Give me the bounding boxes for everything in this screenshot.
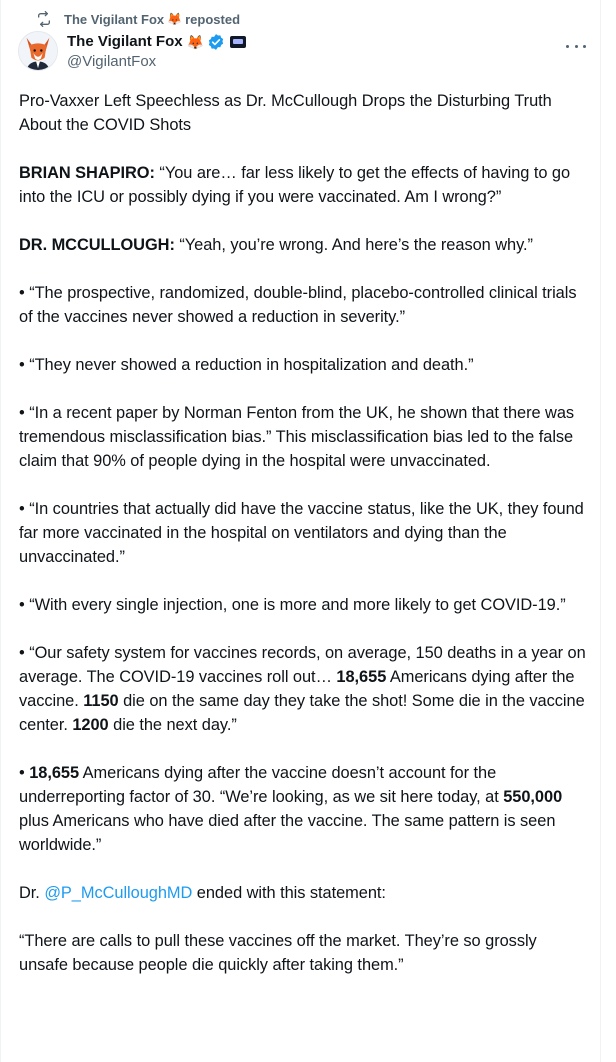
right-border xyxy=(600,0,601,1062)
author-handle[interactable]: @VigilantFox xyxy=(67,53,157,70)
quote-text: “Yeah, you’re wrong. And here’s the reason why.” xyxy=(174,236,533,254)
text-fragment: ended with this statement: xyxy=(192,884,386,902)
repost-icon xyxy=(36,11,52,27)
bullet-6 xyxy=(19,641,589,737)
repost-header[interactable] xyxy=(36,10,240,28)
bullet-2: • “They never showed a reduction in hospitalization and death.” xyxy=(19,356,474,374)
number-highlight: 18,655 xyxy=(29,764,80,782)
author-name[interactable]: The Vigilant Fox xyxy=(67,33,183,50)
number-highlight: 18,655 xyxy=(336,668,387,686)
left-border xyxy=(0,0,1,1062)
mention-link[interactable]: @P_McCulloughMD xyxy=(44,884,193,902)
affiliation-badge-icon[interactable] xyxy=(230,36,246,48)
speaker-label: DR. MCCULLOUGH: xyxy=(19,236,175,254)
bullet-3: • “In a recent paper by Norman Fenton from the UK, he shown that there was tremendous misclassification bias.” This misclassification bias led to the false claim that 90% of people dying in the hospital were unvaccinated. xyxy=(19,404,575,470)
tweet-text xyxy=(19,89,589,1001)
fox-avatar[interactable] xyxy=(18,31,58,71)
bullet-4: • “In countries that actually did have the vaccine status, like the UK, they found far more vaccinated in the hospital on ventilators and dying than the unvaccinated.” xyxy=(19,500,584,566)
paragraph-mccullough xyxy=(19,233,589,257)
tweet-title: Pro-Vaxxer Left Speechless as Dr. McCullough Drops the Disturbing Truth About the COVID Shots xyxy=(19,92,552,134)
text-fragment: Americans dying after the vaccine. xyxy=(19,668,575,710)
fox-emoji: 🦊 xyxy=(167,12,183,26)
bullet-7 xyxy=(19,761,589,857)
repost-user[interactable]: The Vigilant Fox xyxy=(64,11,165,27)
number-highlight: 1150 xyxy=(83,692,119,710)
number-highlight: 1200 xyxy=(72,716,109,734)
bullet-1: • “The prospective, randomized, double-blind, placebo-controlled clinical trials of the vaccines never showed a reduction in severity.” xyxy=(19,284,577,326)
verified-badge-icon[interactable] xyxy=(207,33,225,51)
quote-text: “You are… far less likely to get the effects of having to go into the ICU or possibly dying if you were vaccinated. Am I wrong?” xyxy=(19,164,571,206)
closing-line xyxy=(19,881,589,905)
more-options-icon[interactable] xyxy=(566,40,586,52)
fox-emoji: 🦊 xyxy=(186,34,205,50)
text-fragment: • xyxy=(19,764,30,782)
text-fragment: Americans dying after the vaccine doesn’t account for the underreporting factor of 30. “We’re looking, as we sit here today, at xyxy=(19,764,504,806)
text-fragment: • “Our safety system for vaccines records, on average, 150 deaths in a year on average. The COVID-19 vaccines roll out… xyxy=(19,644,586,686)
final-quote: “There are calls to pull these vaccines off the market. They’re so grossly unsafe because people die quickly after taking them.” xyxy=(19,932,537,974)
text-fragment: Dr. xyxy=(19,884,45,902)
repost-label: reposted xyxy=(185,11,241,27)
author-name-row[interactable] xyxy=(67,32,246,52)
paragraph-shapiro xyxy=(19,161,589,209)
text-fragment: die on the same day they take the shot! Some die in the vaccine center. xyxy=(19,692,585,734)
speaker-label: BRIAN SHAPIRO: xyxy=(19,164,155,182)
bullet-5: • “With every single injection, one is more and more likely to get COVID-19.” xyxy=(19,596,566,614)
text-fragment: die the next day.” xyxy=(108,716,237,734)
number-highlight: 550,000 xyxy=(503,788,563,806)
text-fragment: plus Americans who have died after the vaccine. The same pattern is seen worldwide.” xyxy=(19,812,556,854)
